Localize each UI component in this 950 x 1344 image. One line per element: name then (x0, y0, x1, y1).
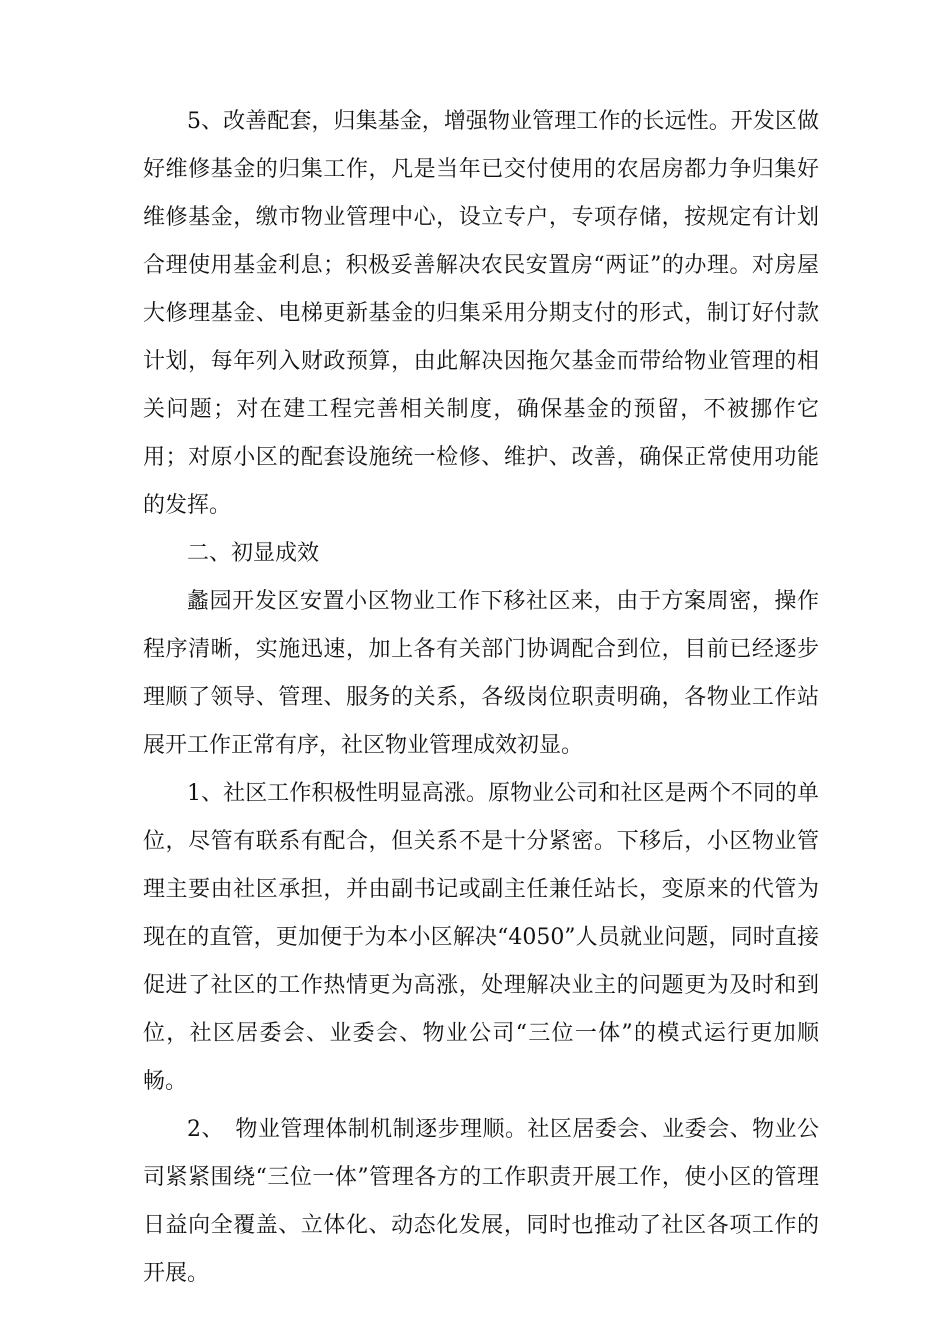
paragraph-management-system: 2、 物业管理体制机制逐步理顺。社区居委会、业委会、物业公司紧紧围绕“三位一体”管理各方的工作职责开展工作，使小区的管理日益向全覆盖、立体化、动态化发展，同时也推动了社区各项工作的开展。 (143, 1117, 819, 1286)
paragraph-improve-facilities: 5、改善配套，归集基金，增强物业管理工作的长远性。开发区做好维修基金的归集工作，凡是当年已交付使用的农居房都力争归集好维修基金，缴市物业管理中心，设立专户，专项存储，按规定有计划合理使用基金利息；积极妥善解决农民安置房“两证”的办理。对房屋大修理基金、电梯更新基金的归集采用分期支付的形式，制订好付款计划，每年列入财政预算，由此解决因拖欠基金而带给物业管理的相关问题；对在建工程完善相关制度，确保基金的预留，不被挪作它用；对原小区的配套设施统一检修、维护、改善，确保正常使用功能的发挥。 (143, 109, 819, 518)
section-heading-initial-results: 二、初显成效 (187, 541, 320, 566)
document-body (143, 98, 819, 1298)
paragraph-community-enthusiasm: 1、社区工作积极性明显高涨。原物业公司和社区是两个不同的单位，尽管有联系有配合，但关系不是十分紧密。下移后，小区物业管理主要由社区承担，并由副书记或副主任兼任站长，变原来的代管为现在的直管，更加便于为本小区解决“4050”人员就业问题，同时直接促进了社区的工作热情更为高涨，处理解决业主的问题更为及时和到位，社区居委会、业委会、物业公司“三位一体”的模式运行更加顺畅。 (143, 781, 819, 1094)
paragraph-overview: 蠡园开发区安置小区物业工作下移社区来，由于方案周密，操作程序清晰，实施迅速，加上各有关部门协调配合到位，目前已经逐步理顺了领导、管理、服务的关系，各级岗位职责明确，各物业工作站展开工作正常有序，社区物业管理成效初显。 (143, 589, 819, 758)
